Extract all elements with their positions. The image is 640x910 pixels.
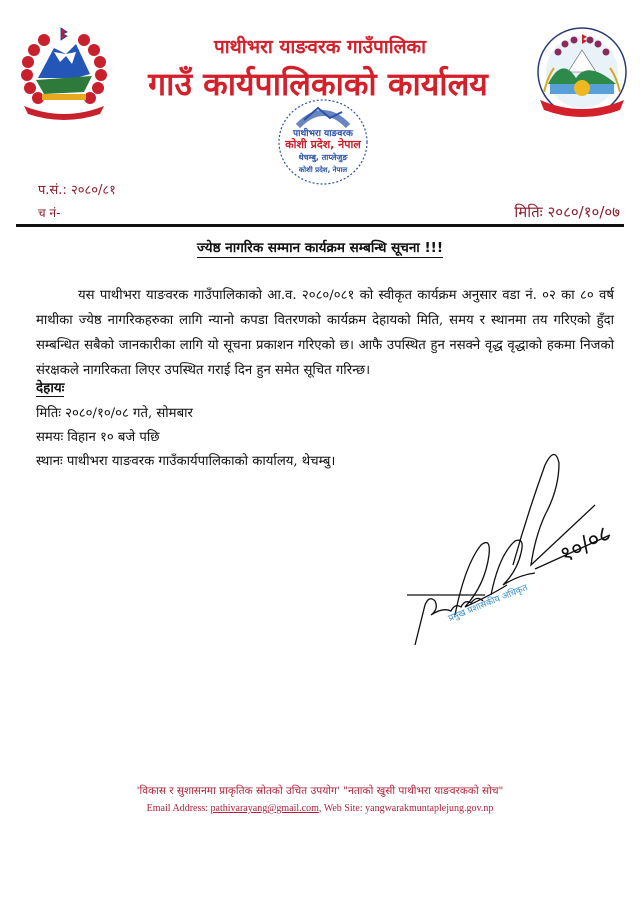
details-heading (36, 378, 64, 396)
nepal-emblem-icon (14, 22, 114, 122)
svg-text:१०/०८: १०/०८ (556, 521, 615, 569)
office-name: गाउँ कार्यपालिकाको कार्यालय (148, 65, 488, 103)
email-label: Email Address: (146, 803, 209, 814)
municipality-logo-icon (532, 22, 632, 122)
office-seal-stamp (268, 96, 378, 188)
detail-time: समयः विहान १० बजे पछि (36, 430, 160, 445)
svg-text:कोशी प्रदेश, नेपाल: कोशी प्रदेश, नेपाल (285, 138, 361, 151)
dispatch-number: च नं- (38, 206, 61, 220)
footer-slogan: 'विकास र सुशासनमा प्राकृतिक स्रोतको उचित उपयोग' "नताको खुसी पाथीभरा याङवरकको सोच" (136, 785, 504, 797)
website-label: , Web Site: (318, 803, 363, 814)
detail-date: मितिः २०८०/१०/०८ गते, सोमबार (36, 406, 193, 421)
header-divider (16, 224, 624, 227)
email-link[interactable]: pathivarayang@gmail.com (210, 803, 319, 814)
svg-text:कोशी प्रदेश, नेपाल: कोशी प्रदेश, नेपाल (298, 166, 348, 174)
notice-subject (0, 238, 640, 256)
notice-subject-text: ज्येष्ठ नागरिक सम्मान कार्यक्रम सम्बन्धि सूचना !!! (197, 240, 443, 256)
svg-text:थेचम्बु, ताप्लेजुङ: थेचम्बु, ताप्लेजुङ (298, 153, 348, 162)
signature-image (395, 445, 640, 660)
detail-venue: स्थानः पाथीभरा याङवरक गाउँकार्यपालिकाको कार्यालय, थेचम्बु। (36, 454, 336, 469)
svg-text:पाथीभरा याङवरक: पाथीभरा याङवरक (293, 129, 353, 139)
notice-paragraph: यस पाथीभरा याङवरक गाउँपालिकाको आ.व. २०८०/०८१ को स्वीकृत कार्यक्रम अनुसार वडा नं. ०२ का ८० वर्ष माथीका ज्येष्ठ नागरिकहरुका लागि न्यानो कपडा वितरणको कार्यक्रम देहायको मिति, समय र स्थानमा तय गरिएको हुँदा सम्बन्धित सबैको जानकारीका लागि यो सूचना प्रकाशन गरिएको छ। आफै उपस्थित हुन नसक्ने वृद्ध वृद्धाको हकमा निजको संरक्षकले नागरिकता लिएर उपस्थित गराई दिन हुन समेत सूचित गरिन्छ। (36, 288, 614, 378)
municipality-name: पाथीभरा याङवरक गाउँपालिका (213, 36, 427, 58)
letter-date: मितिः २०८०/१०/०७ (514, 203, 620, 221)
notice-body (36, 283, 614, 383)
reference-number: प.सं.: २०८०/८१ (38, 183, 116, 198)
footer-contact (0, 803, 640, 814)
details-heading-text: देहायः (36, 380, 65, 396)
signatory-title: प्रमुख प्रशासकीय अधिकृत (447, 583, 530, 625)
website-link[interactable]: yangwarakmuntaplejung.gov.np (365, 803, 494, 814)
